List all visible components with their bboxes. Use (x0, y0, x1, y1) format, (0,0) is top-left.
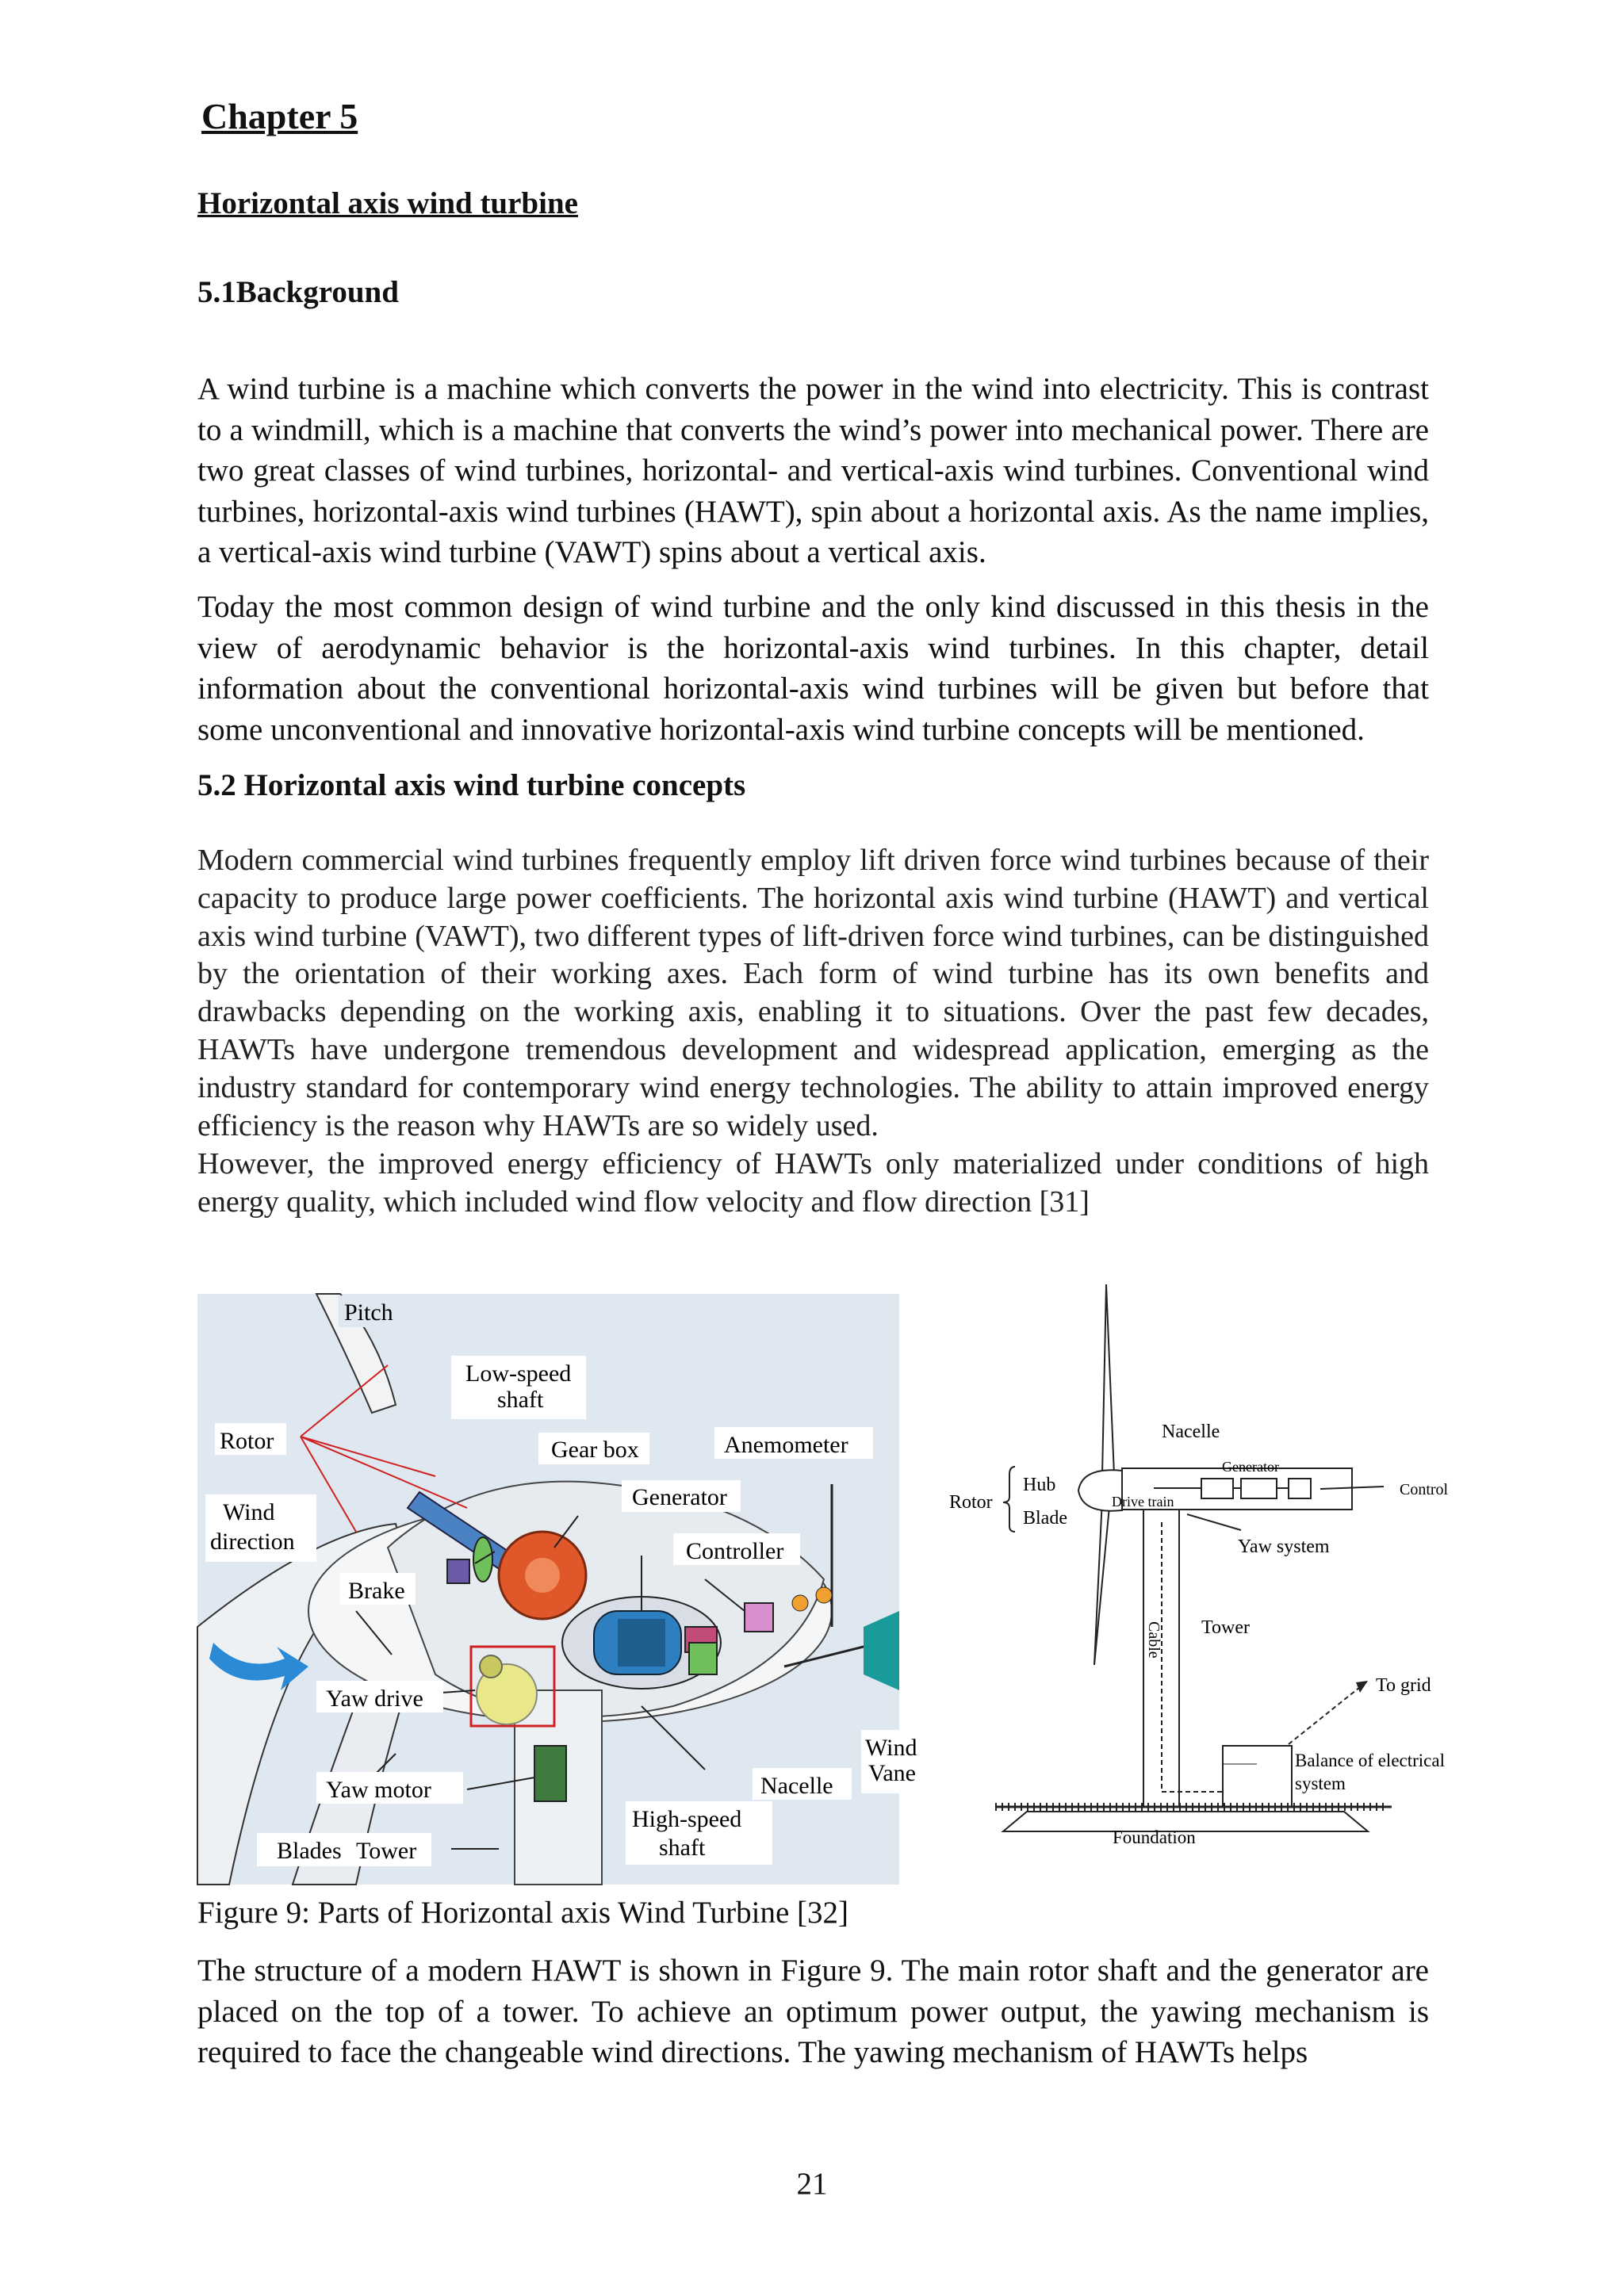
label-wind-direction: Wind (223, 1499, 275, 1525)
label-gear-box: Gear box (551, 1437, 639, 1463)
subsection-heading-background: 5.1Background (197, 275, 399, 309)
figure-caption: Figure 9: Parts of Horizontal axis Wind Turbine [32] (197, 1896, 848, 1930)
paragraph-4: However, the improved energy efficiency of HAWTs only materialized under conditions of high energy quality, which included wind flow velocity and flow direction [31] (197, 1147, 1429, 1219)
label-blade: Blade (1023, 1508, 1067, 1529)
svg-text:shaft: shaft (497, 1387, 544, 1413)
paragraph-2: Today the most common design of wind turbine and the only kind discussed in this thesis in the view of aerodynamic behavior is the horizontal-axis wind turbines. In this chapter, detail information about the conventional horizontal-axis wind turbines will be given but before that some unconventional and innovative horizontal-axis wind turbine concepts will be mentioned. (197, 590, 1429, 747)
label-yaw-drive: Yaw drive (326, 1686, 423, 1712)
label-anemometer: Anemometer (724, 1432, 848, 1458)
label-foundation: Foundation (1113, 1827, 1196, 1847)
section-heading: Horizontal axis wind turbine (197, 186, 578, 220)
svg-text:shaft: shaft (659, 1835, 706, 1861)
paragraph-3: Modern commercial wind turbines frequently employ lift driven force wind turbines because of their capacity to produce large power coefficients. The horizontal axis wind turbine (HAWT) and vertical axis wind turbine (VAWT), two different types of lift-driven force wind turbines, can be distinguished by the orientation of their working axes. Each form of wind turbine has its own benefits and drawbacks depending on the working axis, enabling it to situations. Over the past few decades, HAWTs have undergone tremendous development and widespread application, emerging as the industry standard for contemporary wind energy technologies. The ability to attain improved energy efficiency is the reason why HAWTs are so widely used. (197, 844, 1429, 1142)
label-blades: Blades (277, 1838, 342, 1864)
label-wind-vane: Wind (865, 1735, 917, 1761)
label-cable: Cable (1145, 1621, 1162, 1659)
label-rotor: Rotor (220, 1428, 274, 1454)
label-low-speed-shaft: Low-speed (465, 1360, 572, 1387)
label-generator: Generator (1222, 1459, 1279, 1475)
nacelle-illustration (197, 1294, 917, 1885)
label-nacelle: Nacelle (760, 1773, 833, 1799)
svg-text:system: system (1295, 1774, 1346, 1793)
label-nacelle: Nacelle (1162, 1422, 1220, 1442)
label-generator: Generator (632, 1484, 727, 1510)
page-number: 21 (796, 2167, 828, 2201)
paragraph-1: A wind turbine is a machine which converts the power in the wind into electricity. This is contrast to a windmill, which is a machine that converts the wind’s power into mechanical power. There are two great classes of wind turbines, horizontal- and vertical-axis wind turbines. Conventional wind turbines, horizontal-axis wind turbines (HAWT), spin about a horizontal axis. As the name implies, a vertical-axis wind turbine (VAWT) spins about a vertical axis. (197, 372, 1429, 569)
label-high-speed-shaft: High-speed (632, 1806, 742, 1832)
label-tower: Tower (356, 1838, 417, 1864)
label-rotor: Rotor (949, 1492, 993, 1513)
label-yaw-motor: Yaw motor (326, 1777, 431, 1803)
label-hub: Hub (1023, 1475, 1056, 1495)
label-controller: Controller (686, 1538, 784, 1564)
label-balance-of-electrical-system: Balance of electrical (1295, 1751, 1445, 1770)
label-yaw-system: Yaw system (1238, 1536, 1330, 1557)
label-tower: Tower (1201, 1617, 1250, 1638)
paragraph-5: The structure of a modern HAWT is shown in Figure 9. The main rotor shaft and the generator are placed on the top of a tower. To achieve an optimum power output, the yawing mechanism is required to face the changeable wind directions. The yawing mechanism of HAWTs helps (197, 1954, 1429, 2069)
subsection-heading-concepts: 5.2 Horizontal axis wind turbine concepts (197, 768, 746, 802)
turbine-schematic (940, 1284, 1495, 1863)
svg-text:Vane: Vane (868, 1760, 916, 1786)
label-pitch: Pitch (344, 1299, 393, 1326)
svg-text:direction: direction (210, 1529, 295, 1555)
label-drive-train: Drive train (1112, 1494, 1174, 1510)
label-to-grid: To grid (1376, 1675, 1431, 1696)
label-brake: Brake (348, 1578, 405, 1604)
chapter-heading: Chapter 5 (201, 96, 358, 136)
label-control: Control (1400, 1481, 1449, 1498)
